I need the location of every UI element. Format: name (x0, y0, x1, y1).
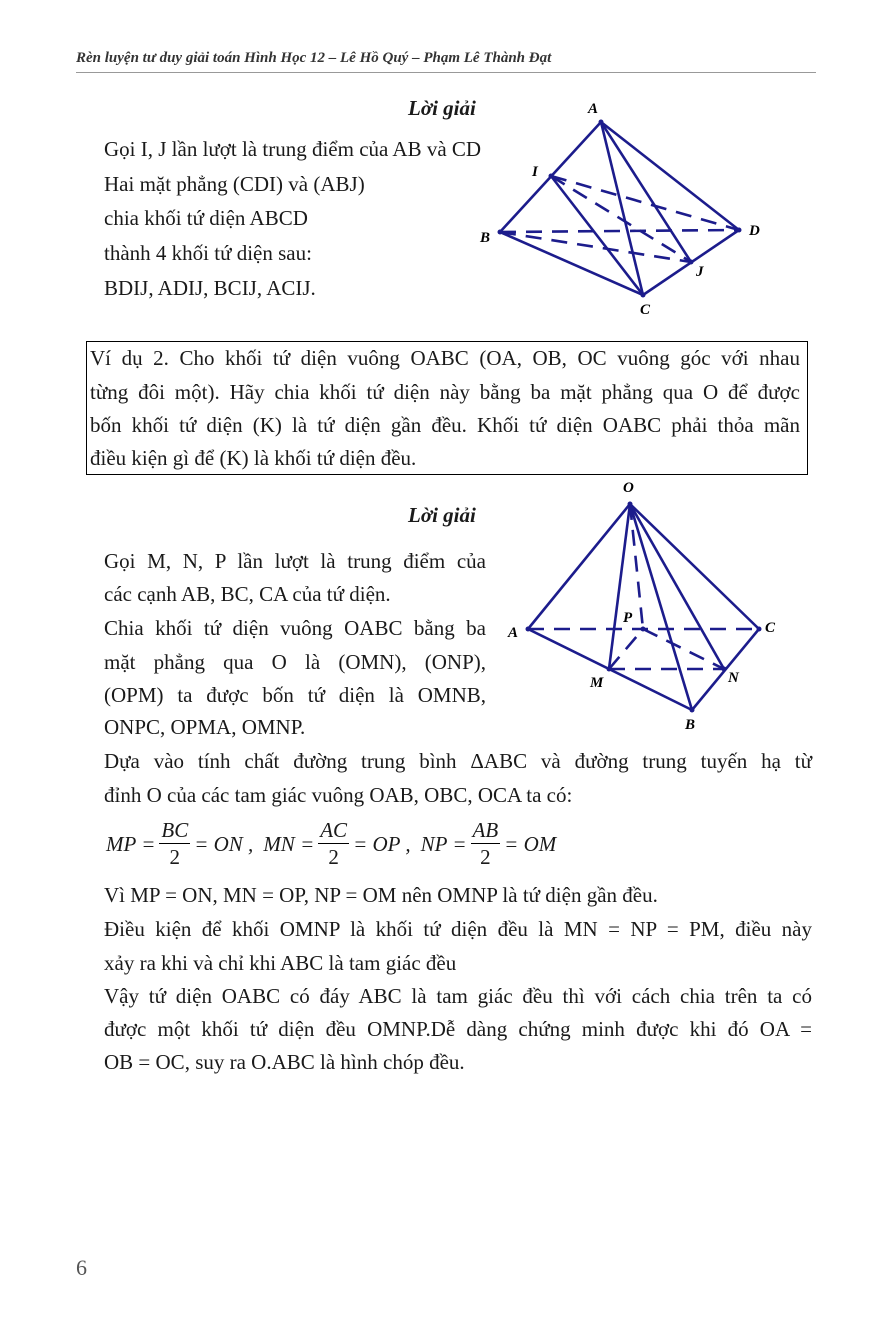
solution2-line: Vì MP = ON, MN = OP, NP = OM nên OMNP là tứ diện gần đều. (104, 883, 658, 907)
label-c: C (640, 302, 651, 318)
solution2-line: Điều kiện để khối OMNP là khối tứ diện đều là MN = NP = PM, điều này (104, 917, 812, 941)
hidden-segment-ij (551, 176, 691, 262)
edge-bc (500, 232, 643, 295)
solution2-line: Dựa vào tính chất đường trung bình ΔABC và đường trung tuyến hạ từ (104, 749, 812, 773)
eq1-lhs: MP = (106, 832, 156, 856)
solution2-line: (OPM) ta được bốn tứ diện là OMNB, (104, 683, 486, 707)
eq3-numerator: AB (472, 818, 499, 842)
label-b: B (480, 230, 491, 246)
solution2-line: được một khối tứ diện đều OMNP.Dễ dàng chứng minh được khi đó OA = (104, 1017, 812, 1041)
eq1-rhs: = ON , (194, 832, 254, 856)
example2-line: bốn khối tứ diện (K) là tứ diện gần đều. Khối tứ diện OABC phải thỏa mãn (90, 413, 800, 437)
solution1-line: Hai mặt phẳng (CDI) và (ABJ) (104, 172, 365, 196)
solution2-line: xảy ra khi và chỉ khi ABC là tam giác đều (104, 951, 457, 975)
example2-line: từng đôi một). Hãy chia khối tứ diện này bằng ba mặt phẳng qua O để được (90, 380, 800, 404)
segment-aj (601, 122, 691, 262)
solution2-line: Vậy tứ diện OABC có đáy ABC là tam giác đều thì với cách chia trên ta có (104, 984, 812, 1008)
label-b: B (685, 717, 696, 733)
hidden-edge-bd (500, 230, 739, 232)
eq2-denominator: 2 (328, 845, 339, 869)
label-p: P (623, 610, 633, 626)
solution1-line: chia khối tứ diện ABCD (104, 206, 308, 230)
label-a: A (588, 101, 599, 117)
eq2-fraction (318, 818, 349, 870)
solution1-line: thành 4 khối tứ diện sau: (104, 241, 312, 265)
solution1-heading: Lời giải (408, 96, 476, 120)
eq3-fraction (471, 818, 501, 870)
solution1-line: Gọi I, J lần lượt là trung điểm của AB và CD (104, 137, 482, 161)
running-header: Rèn luyện tư duy giải toán Hình Học 12 – Lê Hồ Quý – Phạm Lê Thành Đạt (76, 50, 552, 66)
median-equations (106, 818, 556, 870)
hidden-segment-id (551, 176, 739, 230)
example2-line: Ví dụ 2. Cho khối tứ diện vuông OABC (OA, OB, OC vuông góc với nhau (90, 346, 800, 370)
tetrahedron-abcd-figure (470, 96, 780, 324)
eq1-fraction (159, 818, 190, 870)
label-m: M (590, 675, 604, 691)
solution2-heading: Lời giải (408, 503, 476, 527)
tetrahedron-oabc-figure (496, 474, 796, 736)
solution2-line: ONPC, OPMA, OMNP. (104, 715, 306, 739)
segment-on (630, 504, 724, 669)
eq1-numerator: BC (161, 818, 189, 842)
eq1-denominator: 2 (169, 845, 181, 869)
solution1-line: BDIJ, ADIJ, BCIJ, ACIJ. (104, 276, 316, 300)
eq2-numerator: AC (320, 818, 348, 842)
label-c: C (765, 620, 776, 636)
solution2-line: mặt phẳng qua O là (OMN), (ONP), (104, 650, 486, 674)
label-o: O (623, 480, 634, 496)
example2-line: điều kiện gì để (K) là khối tứ diện đều. (90, 446, 417, 470)
eq3-lhs: NP = (420, 832, 467, 856)
segment-om (609, 504, 630, 669)
eq2-lhs: MN = (263, 832, 315, 856)
solution2-line: Gọi M, N, P lần lượt là trung điểm của (104, 549, 486, 573)
solution2-line: OB = OC, suy ra O.ABC là hình chóp đều. (104, 1050, 465, 1074)
edge-oa (528, 504, 630, 629)
eq2-rhs: = OP , (353, 832, 411, 856)
solution2-line: các cạnh AB, BC, CA của tứ diện. (104, 582, 391, 606)
label-j: J (696, 264, 704, 280)
eq3-denominator: 2 (480, 845, 491, 869)
label-n: N (728, 670, 739, 686)
eq3-rhs: = OM (504, 832, 557, 856)
label-d: D (749, 223, 760, 239)
label-i: I (532, 164, 538, 180)
hidden-segment-bj (500, 232, 691, 262)
edge-ad (601, 122, 739, 230)
header-rule (76, 72, 816, 73)
solution2-line: Chia khối tứ diện vuông OABC bằng ba (104, 616, 486, 640)
page-number: 6 (76, 1255, 87, 1280)
solution2-line: đỉnh O của các tam giác vuông OAB, OBC, OCA ta có: (104, 783, 573, 807)
label-a: A (508, 625, 519, 641)
